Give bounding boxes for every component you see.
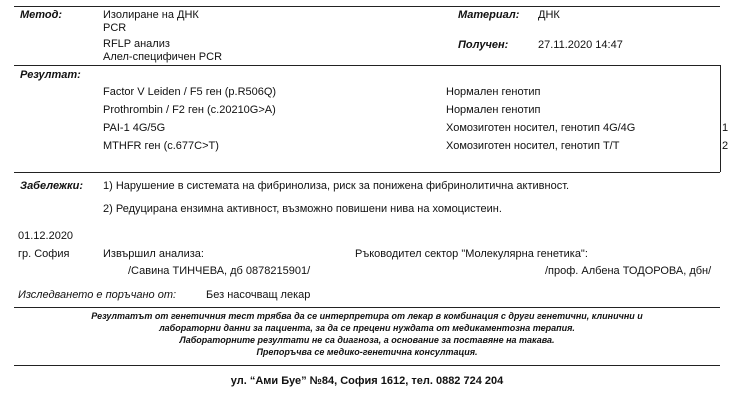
remark-item: 2) Редуцирана ензимна активност, възможно повишени нива на хомоцистеин. (103, 203, 502, 215)
test-name: Prothrombin / F2 ген (c.20210G>A) (103, 104, 276, 116)
test-name: Factor V Leiden / F5 ген (p.R506Q) (103, 86, 277, 98)
disclaimer-line: Препоръчва се медико-генетична консултация. (256, 347, 478, 357)
remark-item: 1) Нарушение в системата на фибринолиза, риск за понижена фибринолитична активност. (103, 180, 570, 192)
footnote-marker: 2 (722, 140, 729, 152)
results-divider (14, 172, 720, 173)
method-line: Алел-специфичен PCR (103, 51, 223, 63)
received-value: 27.11.2020 14:47 (538, 39, 623, 51)
head-label: Ръководител сектор "Молекулярна генетика": (355, 248, 588, 260)
footer-divider (14, 365, 720, 366)
test-result: Нормален генотип (446, 86, 541, 98)
test-result: Хомозиготен носител, генотип T/T (446, 140, 620, 152)
head-name: /проф. Албена ТОДОРОВА, дбн/ (545, 265, 712, 277)
ordered-by-value: Без насочващ лекар (206, 289, 311, 301)
footer-address: ул. “Ами Буе” №84, София 1612, тел. 0882 724 204 (230, 375, 504, 387)
method-label: Метод: (20, 9, 63, 21)
ordered-by-label: Изследването е поръчано от: (18, 289, 177, 301)
report-city: гр. София (18, 248, 70, 260)
disclaimer-divider (14, 307, 720, 308)
performed-by-label: Извършил анализа: (103, 248, 204, 260)
disclaimer-line: Резултатът от генетичния тест трябва да се интерпретира от лекар в комбинация с други генетични, клинични и (91, 311, 643, 321)
report-date: 01.12.2020 (18, 230, 74, 242)
material-value: ДНК (538, 9, 560, 21)
header-divider (14, 65, 720, 66)
disclaimer-line: лабораторни данни за пациента, за да се прецени нуждата от медикаментозна терапия. (159, 323, 575, 333)
received-label: Получен: (458, 39, 509, 51)
results-right-border (720, 65, 721, 172)
test-result: Хомозиготен носител, генотип 4G/4G (446, 122, 636, 134)
top-border (14, 6, 720, 7)
performed-by-name: /Савина ТИНЧЕВА, дб 0878215901/ (128, 265, 311, 277)
material-label: Материал: (458, 9, 520, 21)
method-line: PCR (103, 22, 127, 34)
disclaimer-line: Лабораторните резултати не са диагноза, а основание за поставяне на такава. (179, 335, 555, 345)
test-result: Нормален генотип (446, 104, 541, 116)
remarks-label: Забележки: (20, 180, 83, 192)
test-name: MTHFR ген (c.677C>T) (103, 140, 219, 152)
test-name: PAI-1 4G/5G (103, 122, 166, 134)
method-line: RFLP анализ (103, 38, 170, 50)
footnote-marker: 1 (722, 122, 729, 134)
method-line: Изолиране на ДНК (103, 9, 199, 21)
results-label: Резултат: (20, 69, 81, 81)
